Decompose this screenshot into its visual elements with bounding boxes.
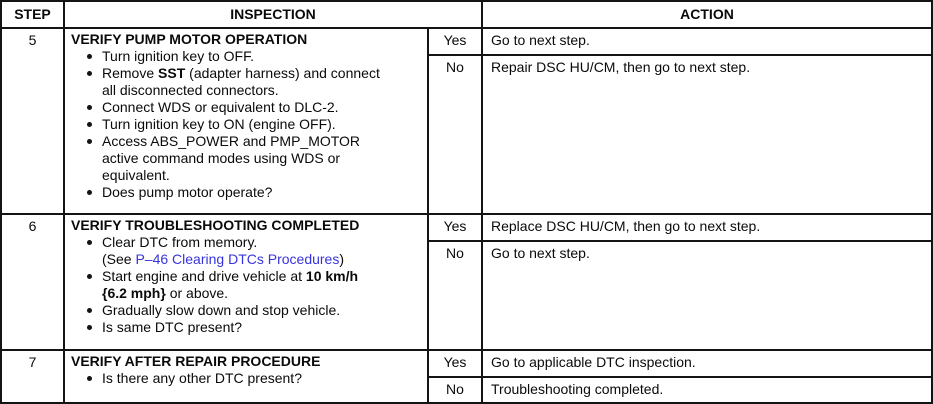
text-segment-bold: {6.2 mph} <box>102 285 166 301</box>
no-cell: No <box>429 242 483 349</box>
bullet-text <box>102 99 423 116</box>
text-segment: (See <box>102 251 136 267</box>
bullet-text <box>102 184 423 201</box>
step-number-cell <box>2 29 65 213</box>
yes-cell: Yes <box>429 351 483 376</box>
no-row <box>429 378 931 402</box>
inspection-bullet-list <box>87 48 423 201</box>
decision-section <box>429 29 931 213</box>
bullet-text <box>102 370 423 387</box>
inspection-title: VERIFY TROUBLESHOOTING COMPLETED <box>71 217 360 233</box>
yes-row <box>429 351 931 378</box>
bullet-icon <box>87 184 102 201</box>
text-segment: Gradually slow down and stop vehicle. <box>102 302 341 318</box>
yes-cell: Yes <box>429 215 483 240</box>
inspection-cell <box>65 351 429 402</box>
no-cell: No <box>429 56 483 213</box>
bullet-icon <box>87 116 102 133</box>
bullet-icon <box>87 234 102 268</box>
text-segment: ) <box>339 251 345 267</box>
text-segment: active command modes using WDS or <box>102 150 341 166</box>
header-step: STEP <box>2 2 65 27</box>
inspection-cell <box>65 215 429 349</box>
text-segment: Turn ignition key to OFF. <box>102 48 254 64</box>
inspection-bullet-list <box>87 370 423 387</box>
text-segment-bold: 10 km/h <box>305 268 359 284</box>
step-number: 6 <box>28 218 37 234</box>
list-item <box>87 184 423 201</box>
inspection-title: VERIFY AFTER REPAIR PROCEDURE <box>71 353 321 369</box>
list-item <box>87 133 423 184</box>
text-segment: all disconnected connectors. <box>102 82 279 98</box>
bullet-icon <box>87 370 102 387</box>
text-segment: Does pump motor operate? <box>102 184 273 200</box>
inspection-bullet-list <box>87 234 423 336</box>
list-item <box>87 319 423 336</box>
step-number: 5 <box>28 32 37 48</box>
step-number: 7 <box>28 354 37 370</box>
bullet-text <box>102 116 423 133</box>
list-item <box>87 268 423 302</box>
text-segment: equivalent. <box>102 167 170 183</box>
text-segment: Start engine and drive vehicle at <box>102 268 306 284</box>
bullet-icon <box>87 99 102 116</box>
list-item <box>87 370 423 387</box>
action-no: Troubleshooting completed. <box>491 381 664 397</box>
text-segment: or above. <box>165 285 229 301</box>
bullet-text <box>102 133 423 184</box>
bullet-text <box>102 48 423 65</box>
list-item <box>87 234 423 268</box>
no-row <box>429 56 931 213</box>
text-segment: (adapter harness) and connect <box>185 65 380 81</box>
step-number-cell <box>2 215 65 349</box>
inspection-title: VERIFY PUMP MOTOR OPERATION <box>71 31 308 47</box>
text-segment: Access ABS_POWER and PMP_MOTOR <box>102 133 361 149</box>
text-segment-bold: SST <box>158 65 186 81</box>
bullet-icon <box>87 65 102 99</box>
bullet-text <box>102 302 423 319</box>
bullet-icon <box>87 268 102 302</box>
text-segment: Clear DTC from memory. <box>102 234 258 250</box>
list-item <box>87 302 423 319</box>
procedure-link[interactable]: P–46 Clearing DTCs Procedures <box>135 251 340 267</box>
bullet-text <box>102 268 423 302</box>
text-segment: Connect WDS or equivalent to DLC-2. <box>102 99 339 115</box>
bullet-text <box>102 65 423 99</box>
text-segment: Is there any other DTC present? <box>102 370 302 386</box>
action-yes: Replace DSC HU/CM, then go to next step. <box>491 218 761 234</box>
decision-section <box>429 215 931 349</box>
action-no: Repair DSC HU/CM, then go to next step. <box>491 59 751 75</box>
bullet-icon <box>87 302 102 319</box>
text-segment: Is same DTC present? <box>102 319 243 335</box>
list-item <box>87 65 423 99</box>
table-header-row <box>2 2 931 29</box>
step-number-cell <box>2 351 65 402</box>
action-yes: Go to next step. <box>491 32 590 48</box>
bullet-icon <box>87 319 102 336</box>
table-row-step-5 <box>2 29 931 215</box>
table-row-step-6 <box>2 215 931 351</box>
header-action: ACTION <box>680 6 734 22</box>
bullet-icon <box>87 48 102 65</box>
yes-row <box>429 29 931 56</box>
inspection-cell <box>65 29 429 213</box>
yes-row <box>429 215 931 242</box>
list-item <box>87 116 423 133</box>
no-row <box>429 242 931 349</box>
list-item <box>87 99 423 116</box>
bullet-icon <box>87 133 102 184</box>
header-inspection: INSPECTION <box>65 2 483 27</box>
yes-cell: Yes <box>429 29 483 54</box>
text-segment: Remove <box>102 65 159 81</box>
bullet-text <box>102 234 423 268</box>
bullet-text <box>102 319 423 336</box>
action-yes: Go to applicable DTC inspection. <box>491 354 696 370</box>
text-segment: Turn ignition key to ON (engine OFF). <box>102 116 336 132</box>
list-item <box>87 48 423 65</box>
decision-section <box>429 351 931 402</box>
no-cell: No <box>429 378 483 402</box>
table-row-step-7 <box>2 351 931 402</box>
action-no: Go to next step. <box>491 245 590 261</box>
